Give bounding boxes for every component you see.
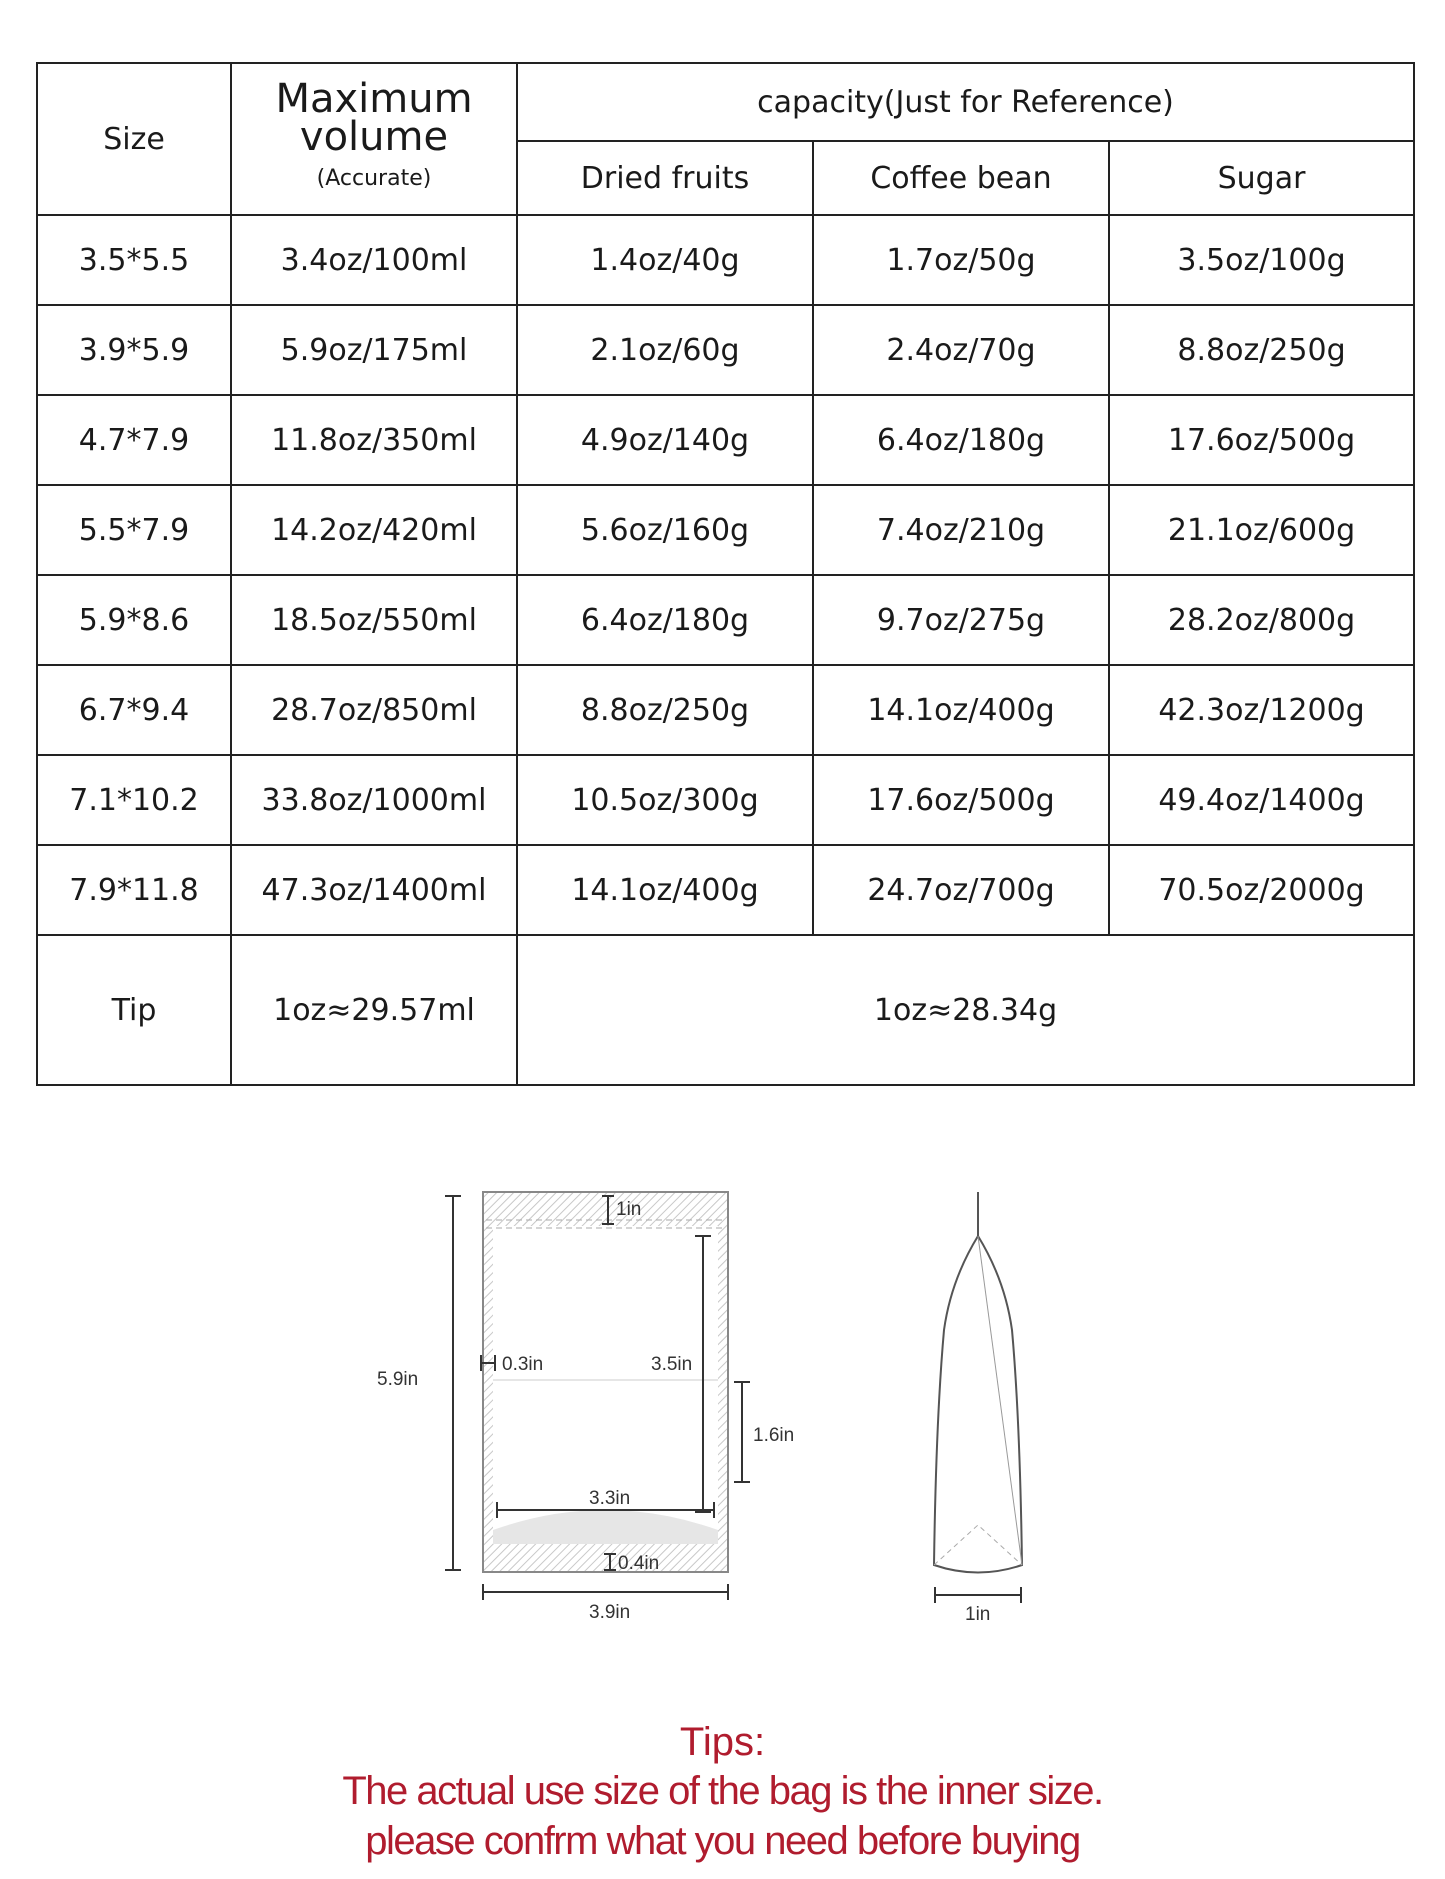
cell-dried: 1.4oz/40g — [517, 215, 813, 305]
cell-volume: 18.5oz/550ml — [231, 575, 517, 665]
cell-volume: 14.2oz/420ml — [231, 485, 517, 575]
cell-coffee: 17.6oz/500g — [813, 755, 1109, 845]
size-header: Size — [37, 63, 231, 215]
cell-volume: 5.9oz/175ml — [231, 305, 517, 395]
bag-front-outline — [483, 1192, 728, 1572]
cell-size: 5.5*7.9 — [37, 485, 231, 575]
dim-bottom-seal-label: 0.4in — [618, 1553, 660, 1574]
cell-sugar: 28.2oz/800g — [1109, 575, 1414, 665]
cell-size: 7.1*10.2 — [37, 755, 231, 845]
dim-width — [483, 1584, 728, 1600]
cell-sugar: 21.1oz/600g — [1109, 485, 1414, 575]
cell-size: 4.7*7.9 — [37, 395, 231, 485]
cell-dried: 4.9oz/140g — [517, 395, 813, 485]
dim-inner-height-label: 3.5in — [651, 1354, 693, 1375]
cell-dried: 10.5oz/300g — [517, 755, 813, 845]
cell-sugar: 70.5oz/2000g — [1109, 845, 1414, 935]
bag-side-outline — [934, 1192, 1022, 1573]
tip-weight: 1oz≈28.34g — [517, 935, 1414, 1085]
tip-label: Tip — [37, 935, 231, 1085]
cell-coffee: 24.7oz/700g — [813, 845, 1109, 935]
capacity-header: capacity(Just for Reference) — [517, 63, 1414, 141]
cell-coffee: 2.4oz/70g — [813, 305, 1109, 395]
dim-gusset — [734, 1382, 750, 1482]
cell-coffee: 6.4oz/180g — [813, 395, 1109, 485]
max-volume-note: (Accurate) — [316, 166, 432, 191]
cell-dried: 14.1oz/400g — [517, 845, 813, 935]
cell-size: 7.9*11.8 — [37, 845, 231, 935]
cell-volume: 47.3oz/1400ml — [231, 845, 517, 935]
cell-volume: 3.4oz/100ml — [231, 215, 517, 305]
cell-sugar: 3.5oz/100g — [1109, 215, 1414, 305]
cell-coffee: 9.7oz/275g — [813, 575, 1109, 665]
cell-sugar: 49.4oz/1400g — [1109, 755, 1414, 845]
column-sugar: Sugar — [1109, 141, 1414, 215]
cell-coffee: 14.1oz/400g — [813, 665, 1109, 755]
cell-dried: 5.6oz/160g — [517, 485, 813, 575]
cell-size: 5.9*8.6 — [37, 575, 231, 665]
dim-side-depth — [935, 1587, 1021, 1603]
cell-size: 6.7*9.4 — [37, 665, 231, 755]
cell-size: 3.9*5.9 — [37, 305, 231, 395]
dim-side-depth-label: 1in — [965, 1604, 991, 1625]
dim-inner-width-label: 3.3in — [589, 1488, 631, 1509]
dim-gusset-label: 1.6in — [753, 1425, 795, 1446]
column-coffee-bean: Coffee bean — [813, 141, 1109, 215]
cell-dried: 2.1oz/60g — [517, 305, 813, 395]
cell-sugar: 17.6oz/500g — [1109, 395, 1414, 485]
dim-width-label: 3.9in — [589, 1602, 631, 1623]
dim-height — [445, 1196, 461, 1570]
cell-coffee: 1.7oz/50g — [813, 215, 1109, 305]
cell-volume: 28.7oz/850ml — [231, 665, 517, 755]
column-dried-fruits: Dried fruits — [517, 141, 813, 215]
dim-height-label: 5.9in — [377, 1369, 419, 1390]
tip-volume: 1oz≈29.57ml — [231, 935, 517, 1085]
cell-coffee: 7.4oz/210g — [813, 485, 1109, 575]
tips-line2: please confrm what you need before buying — [365, 1819, 1080, 1863]
dim-side-seal-label: 0.3in — [502, 1354, 544, 1375]
max-volume-line1: Maximum — [275, 76, 473, 122]
max-volume-line2: volume — [299, 114, 449, 160]
tips-note — [0, 1718, 1445, 1866]
cell-volume: 33.8oz/1000ml — [231, 755, 517, 845]
tips-title: Tips: — [679, 1720, 766, 1764]
cell-sugar: 8.8oz/250g — [1109, 305, 1414, 395]
dim-zipper-label: 1in — [616, 1199, 642, 1220]
tips-line1: The actual use size of the bag is the inner size. — [342, 1769, 1103, 1813]
cell-dried: 6.4oz/180g — [517, 575, 813, 665]
cell-sugar: 42.3oz/1200g — [1109, 665, 1414, 755]
cell-size: 3.5*5.5 — [37, 215, 231, 305]
cell-dried: 8.8oz/250g — [517, 665, 813, 755]
cell-volume: 11.8oz/350ml — [231, 395, 517, 485]
